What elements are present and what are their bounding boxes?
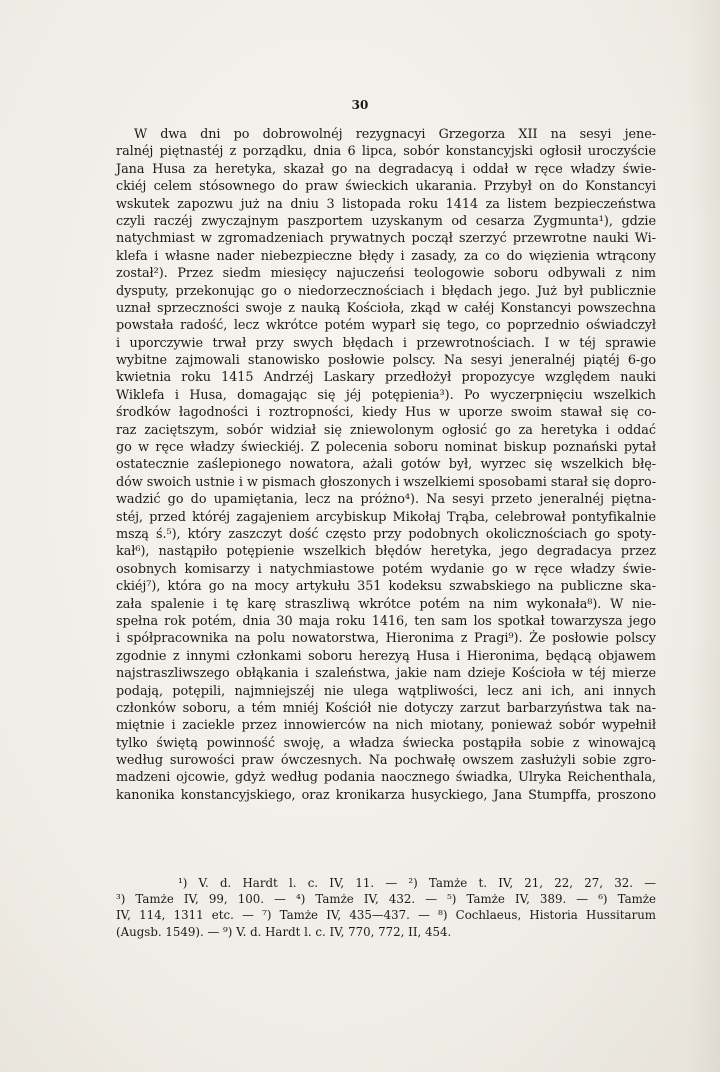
text-line: zała spalenie i tę karę straszliwą wkrótce potém na nim wykonała⁸). W nie-: [116, 596, 656, 612]
text-line: ckiéj celem stósownego do praw świeckich ukarania. Przybył on do Konstancyi: [116, 179, 656, 195]
footnote-line: ¹) V. d. Hardt l. c. IV, 11. — ²) Tamże t. IV, 21, 22, 27, 32. —: [178, 876, 656, 890]
text-line: zgodnie z innymi członkami soboru herezyą Husa i Hieronima, będącą objawem: [116, 648, 656, 664]
text-line: najstraszliwszego obłąkania i szaleństwa, jakie nam dzieje Kościoła w téj mierze: [116, 666, 656, 682]
footnote-line: ³) Tamże IV, 99, 100. — ⁴) Tamże IV, 432. — ⁵) Tamże IV, 389. — ⁶) Tamże: [116, 892, 656, 907]
text-line: podają, potępili, najmniejszéj nie ulega wątpliwości, lecz ani ich, ani innych: [116, 683, 656, 699]
text-line: wskutek zapozwu już na dniu 3 listopada roku 1414 za listem bezpieczeństwa: [116, 196, 656, 212]
text-line: powstała radość, lecz wkrótce potém wyparł się tego, co poprzednio oświadczył: [116, 318, 656, 334]
footnote-line: (Augsb. 1549). — ⁹) V. d. Hardt l. c. IV, 770, 772, II, 454.: [116, 924, 452, 939]
text-line: kwietnia roku 1415 Andrzéj Laskary przedłożył propozycye względem nauki: [116, 370, 656, 386]
text-line: i uporczywie trwał przy swych błędach i przewrotnościach. I w téj sprawie: [116, 335, 656, 351]
text-line: mszą ś.⁵), który zaszczyt dość często przy podobnych okolicznościach go spoty-: [116, 526, 656, 542]
footnote-line: IV, 114, 1311 etc. — ⁷) Tamże IV, 435—437. — ⁸) Cochlaeus, Historia Hussitarum: [116, 908, 656, 923]
page-number: 30: [351, 98, 369, 112]
text-line: spełna rok potém, dnia 30 maja roku 1416, ten sam los spotkał towarzysza jego: [116, 613, 656, 629]
text-line: został²). Przez siedm miesięcy najuczeńsi teologowie soboru odbywali z nim: [116, 266, 656, 282]
text-line: stéj, przed któréj zagajeniem arcybiskup Mikołaj Trąba, celebrował pontyfikalnie: [116, 509, 656, 525]
text-line: środków łagodności i roztropności, kiedy Hus w uporze swoim stawał się co-: [116, 405, 656, 421]
text-line: raz zaciętszym, sobór widział się zniewolonym ogłosić go za heretyka i oddać: [116, 422, 656, 438]
text-line: Jana Husa za heretyka, skazał go na degradacyą i oddał w ręce władzy świe-: [116, 161, 656, 177]
text-line: ckiéj⁷), która go na mocy artykułu 351 kodeksu szwabskiego na publiczne ska-: [116, 579, 656, 595]
text-line: W dwa dni po dobrowolnéj rezygnacyi Grzegorza XII na sesyi jene-: [134, 127, 656, 142]
text-line: wadzić go do upamiętania, lecz na próżno⁴). Na sesyi przeto jeneralnéj piętna-: [116, 492, 656, 508]
text-line: go w ręce władzy świeckiéj. Z polecenia soboru nominat biskup poznański pytał: [116, 440, 656, 456]
text-line: klefa i własne nader niebezpieczne błędy i zasady, za co do więzienia wtrącony: [116, 248, 656, 264]
text-line: wybitne zajmowali stanowisko posłowie polscy. Na sesyi jeneralnéj piątéj 6-go: [116, 353, 656, 369]
text-line: miętnie i zaciekle przez innowierców na nich miotany, ponieważ sobór wypełnił: [116, 718, 656, 734]
text-line: Wiklefa i Husa, domagając się jéj potępienia³). Po wyczerpnięciu wszelkich: [116, 387, 656, 403]
text-line: uznał sprzeczności swoje z nauką Kościoła, zkąd w całéj Konstancyi powszechna: [116, 300, 656, 316]
text-line: tylko świętą powinność swoję, a władza świecka postąpiła sobie z winowajcą: [116, 735, 656, 751]
text-line: kał⁶), nastąpiło potępienie wszelkich błędów heretyka, jego degradacya przez: [116, 544, 656, 560]
text-line: dów swoich ustnie i w pismach głoszonych i wszelkiemi sposobami starał się dopro-: [116, 474, 656, 490]
text-line: madzeni ojcowie, gdyż według podania naocznego świadka, Ulryka Reichenthala,: [116, 770, 656, 786]
text-line: ostatecznie zaślepionego nowatora, ażali gotów był, wyrzec się wszelkich błę-: [116, 457, 656, 473]
page-edge-shadow: [690, 0, 720, 1072]
text-line: dysputy, przekonując go o niedorzecznościach i błędach jego. Już był publicznie: [116, 283, 656, 299]
text-line: członków soboru, a tém mniéj Kościół nie dotyczy zarzut barbarzyństwa tak na-: [116, 700, 656, 716]
text-line: osobnych komisarzy i natychmiastowe potém wydanie go w ręce władzy świe-: [116, 561, 656, 577]
text-line: i spółpracownika na polu nowatorstwa, Hieronima z Pragi⁹). Że posłowie polscy: [116, 631, 656, 647]
footnotes: [116, 875, 656, 940]
text-line: ralnéj piętnastéj z porządku, dnia 6 lipca, sobór konstancyjski ogłosił uroczyście: [116, 144, 656, 160]
text-line: według surowości praw ówczesnych. Na pochwałę owszem zasłużyli sobie zgro-: [116, 753, 656, 769]
text-line: kanonika konstancyjskiego, oraz kronikarza husyckiego, Jana Stumpffa, proszono: [116, 787, 656, 803]
text-line: czyli raczéj zwyczajnym paszportem uzyskanym od cesarza Zygmunta¹), gdzie: [116, 213, 656, 229]
main-text: [116, 126, 656, 804]
text-line: natychmiast w zgromadzeniach prywatnych począł szerzyć przewrotne nauki Wi-: [116, 231, 656, 247]
